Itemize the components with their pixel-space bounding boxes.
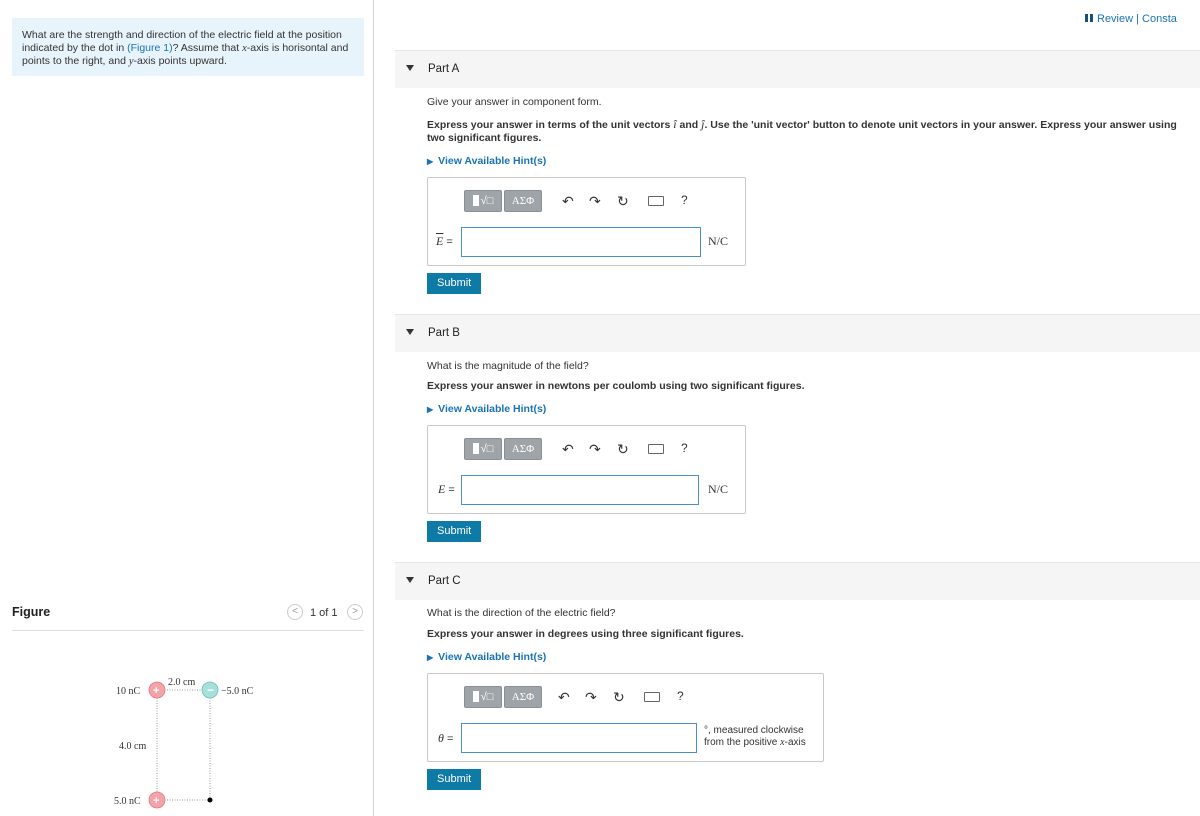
expand-arrow-icon: ▶: [427, 157, 434, 166]
part-c-title: Part C: [428, 575, 461, 587]
part-a-prompt: Give your answer in component form.: [427, 96, 602, 108]
part-b-hint-link[interactable]: [427, 403, 546, 415]
review-label: Review | Consta: [1097, 13, 1177, 25]
part-c-submit-button[interactable]: Submit: [427, 769, 481, 790]
part-c-eq-sign: =: [443, 733, 454, 745]
reset-icon[interactable]: ↻: [617, 193, 629, 209]
collapse-triangle-icon: [406, 329, 414, 335]
templates-button[interactable]: √□: [464, 686, 502, 708]
figure-link[interactable]: (Figure 1): [127, 41, 173, 54]
math-toolbar: [464, 686, 704, 710]
part-c-unit-var: x: [780, 737, 785, 748]
part-c-header[interactable]: [395, 562, 1200, 600]
part-a-answer-input[interactable]: [461, 227, 701, 257]
part-a-unit: N/C: [708, 234, 729, 248]
part-b-header[interactable]: [395, 314, 1200, 352]
part-c-unit-line-1: °, measured clockwise: [704, 725, 804, 736]
unit-vector-j: ĵ: [701, 117, 705, 131]
part-c-unit: [704, 725, 806, 749]
y-variable: y: [128, 56, 134, 67]
right-panel: [375, 0, 1200, 816]
undo-icon[interactable]: ↶: [562, 441, 574, 457]
template-square-icon: [473, 195, 479, 206]
horizontal-distance-label: 2.0 cm: [168, 677, 196, 688]
part-b-unit: N/C: [708, 482, 729, 496]
template-square-icon: [473, 691, 479, 702]
reset-icon[interactable]: ↻: [617, 441, 629, 457]
part-b-title: Part B: [428, 327, 460, 339]
part-a-eq-label: [436, 234, 453, 249]
part-a-header[interactable]: [395, 50, 1200, 88]
charge-label-q1: 10 nC: [116, 686, 141, 697]
charge-diagram: [100, 670, 300, 816]
part-a-answer-box: [427, 177, 746, 266]
part-b-instructions: Express your answer in newtons per coulomb using two significant figures.: [427, 380, 805, 392]
review-icon: [1085, 14, 1093, 22]
part-c-instructions: Express your answer in degrees using three significant figures.: [427, 628, 744, 640]
part-a-title: Part A: [428, 63, 460, 75]
part-a-var: $\overline{E}$: [436, 234, 444, 248]
part-b-prompt: What is the magnitude of the field?: [427, 360, 589, 372]
part-a-eq-sign: =: [443, 236, 453, 248]
keyboard-icon[interactable]: [644, 692, 660, 702]
part-c-eq-label: [438, 731, 453, 746]
collapse-triangle-icon: [406, 577, 414, 583]
plus-sign-bottom: +: [153, 795, 160, 807]
pager-next-button[interactable]: >: [347, 604, 363, 620]
templates-button[interactable]: √□: [464, 438, 502, 460]
math-toolbar: [464, 190, 704, 214]
part-c-answer-input[interactable]: [461, 723, 697, 753]
pager-prev-button[interactable]: <: [287, 604, 303, 620]
part-a-hint-label: View Available Hint(s): [438, 155, 547, 167]
undo-icon[interactable]: ↶: [558, 689, 570, 705]
plus-sign-top: +: [153, 685, 160, 697]
question-text: [12, 18, 364, 76]
charge-label-q2: −5.0 nC: [221, 686, 254, 697]
part-c-unit-pre: from the positive: [704, 737, 781, 748]
part-c-answer-box: [427, 673, 824, 762]
left-panel: [0, 0, 374, 816]
x-variable: x: [242, 42, 247, 54]
part-c-unit-post: -axis: [784, 737, 806, 748]
templates-button[interactable]: √□: [464, 190, 502, 212]
help-icon[interactable]: ?: [681, 193, 688, 207]
part-a-instr-and: and: [676, 119, 702, 131]
keyboard-icon[interactable]: [648, 444, 664, 454]
question-prefix: What are the strength and direction of the electric field at the position indicated by the dot in: [22, 29, 342, 54]
reset-icon[interactable]: ↻: [613, 689, 625, 705]
part-c-prompt: What is the direction of the electric field?: [427, 607, 616, 619]
collapse-triangle-icon: [406, 65, 414, 71]
part-b-eq-sign: =: [445, 484, 455, 496]
pager-text: 1 of 1: [310, 607, 338, 619]
part-a-hint-link[interactable]: [427, 155, 546, 167]
part-b-eq-label: [438, 482, 455, 497]
undo-icon[interactable]: ↶: [562, 193, 574, 209]
part-b-answer-input[interactable]: [461, 475, 699, 505]
question-suffix: -axis points upward.: [133, 55, 227, 67]
greek-symbols-button[interactable]: ΑΣΦ: [504, 190, 542, 212]
part-a-instructions: [427, 118, 1187, 145]
field-point-dot: [208, 798, 213, 803]
figure-header: [12, 603, 364, 631]
figure-title: Figure: [12, 605, 51, 619]
minus-sign: −: [207, 683, 215, 697]
template-square-icon: [473, 443, 479, 454]
help-icon[interactable]: ?: [681, 441, 688, 455]
part-c-unit-line-2: [704, 737, 806, 749]
part-c-hint-link[interactable]: [427, 651, 546, 663]
greek-symbols-button[interactable]: ΑΣΦ: [504, 686, 542, 708]
charge-label-q3: 5.0 nC: [114, 796, 141, 807]
part-b-answer-box: [427, 425, 746, 514]
review-constants-link[interactable]: [1085, 13, 1177, 25]
part-a-instr-a: Express your answer in terms of the unit vectors: [427, 119, 674, 131]
part-a-submit-button[interactable]: Submit: [427, 273, 481, 294]
vertical-distance-label: 4.0 cm: [119, 741, 147, 752]
question-middle: ? Assume that: [172, 41, 243, 54]
redo-icon[interactable]: ↷: [585, 689, 597, 705]
greek-symbols-button[interactable]: ΑΣΦ: [504, 438, 542, 460]
expand-arrow-icon: ▶: [427, 405, 434, 414]
help-icon[interactable]: ?: [677, 689, 684, 703]
redo-icon[interactable]: ↷: [589, 193, 601, 209]
part-b-submit-button[interactable]: Submit: [427, 521, 481, 542]
part-c-var: θ: [438, 731, 444, 745]
part-b-hint-label: View Available Hint(s): [438, 403, 547, 415]
redo-icon[interactable]: ↷: [589, 441, 601, 457]
part-b-var: E: [438, 482, 446, 496]
expand-arrow-icon: ▶: [427, 653, 434, 662]
part-c-hint-label: View Available Hint(s): [438, 651, 547, 663]
question-middle-2: -axis is horisontal and points to the right, and: [22, 41, 349, 67]
math-toolbar: [464, 438, 704, 462]
unit-vector-i: î: [673, 117, 677, 131]
part-a-instr-b: . Use the 'unit vector' button to denote unit vectors in your answer. Express your answer using two significant figures.: [427, 119, 1177, 144]
keyboard-icon[interactable]: [648, 196, 664, 206]
